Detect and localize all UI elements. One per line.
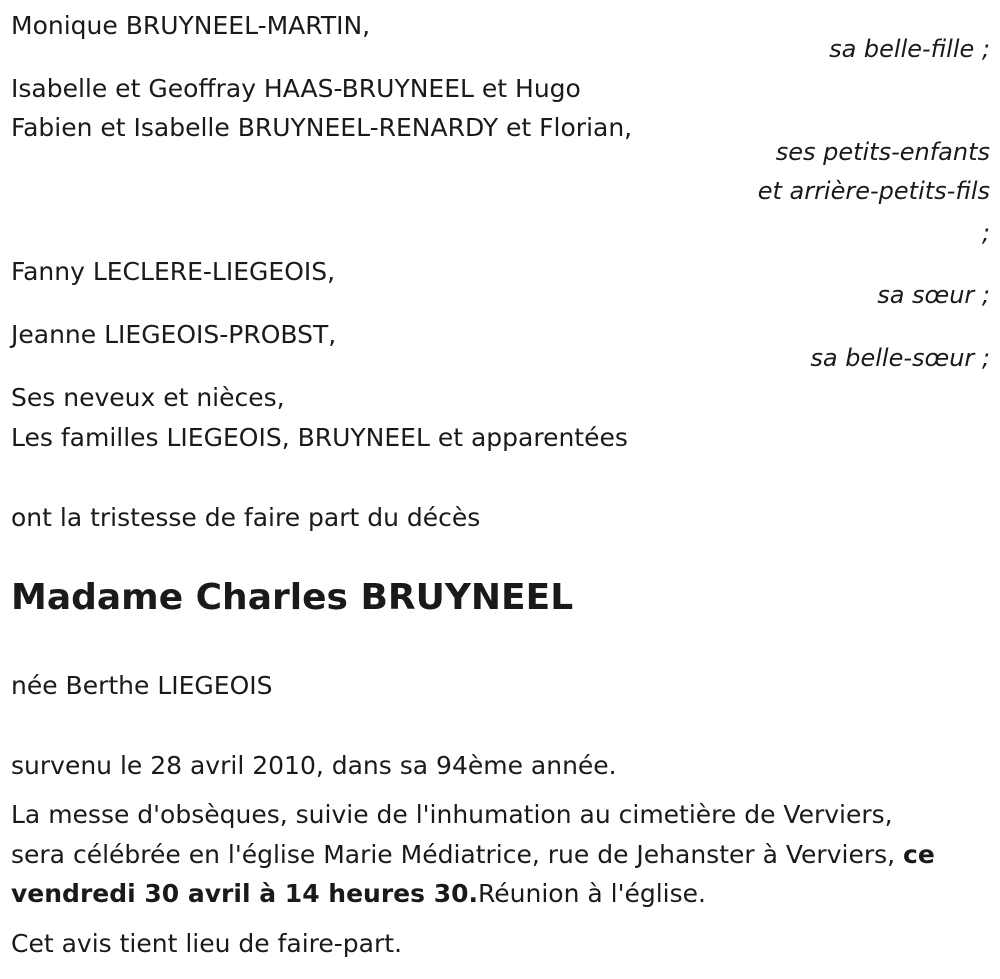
- relationship-label: sa sœur ;: [877, 281, 990, 309]
- family-member-line: Ses neveux et nièces,: [11, 383, 285, 412]
- relationship-label: ;: [981, 219, 990, 247]
- funeral-line: La messe d'obsèques, suivie de l'inhumation au cimetière de Verviers,: [11, 800, 893, 829]
- funeral-line: [11, 878, 706, 910]
- funeral-line-text: Réunion à l'église.: [478, 879, 706, 908]
- announcement-intro: ont la tristesse de faire part du décès: [11, 503, 481, 532]
- family-member-line: Les familles LIEGEOIS, BRUYNEEL et apparentées: [11, 423, 628, 452]
- family-member-line: Fanny LECLERE-LIEGEOIS,: [11, 257, 336, 286]
- funeral-date-bold: vendredi 30 avril à 14 heures 30.: [11, 879, 479, 908]
- relationship-label: sa belle-sœur ;: [810, 344, 990, 372]
- family-member-line: Fabien et Isabelle BRUYNEEL-RENARDY et Florian,: [11, 113, 633, 142]
- death-info: survenu le 28 avril 2010, dans sa 94ème année.: [11, 751, 617, 780]
- relationship-label: et arrière-petits-fils: [757, 177, 990, 205]
- funeral-line-text: sera célébrée en l'église Marie Médiatrice, rue de Jehanster à Verviers,: [11, 840, 904, 869]
- relationship-label: ses petits-enfants: [775, 138, 990, 166]
- closing-note: Cet avis tient lieu de faire-part.: [11, 929, 403, 958]
- funeral-line: [11, 839, 935, 871]
- relationship-label: sa belle-fille ;: [829, 35, 990, 63]
- family-member-line: Monique BRUYNEEL-MARTIN,: [11, 11, 371, 40]
- family-member-line: Isabelle et Geoffray HAAS-BRUYNEEL et Hugo: [11, 74, 581, 103]
- birth-name: née Berthe LIEGEOIS: [11, 671, 273, 700]
- family-member-line: Jeanne LIEGEOIS-PROBST,: [11, 320, 337, 349]
- funeral-date-bold: ce: [903, 840, 935, 869]
- deceased-name: Madame Charles BRUYNEEL: [11, 577, 574, 618]
